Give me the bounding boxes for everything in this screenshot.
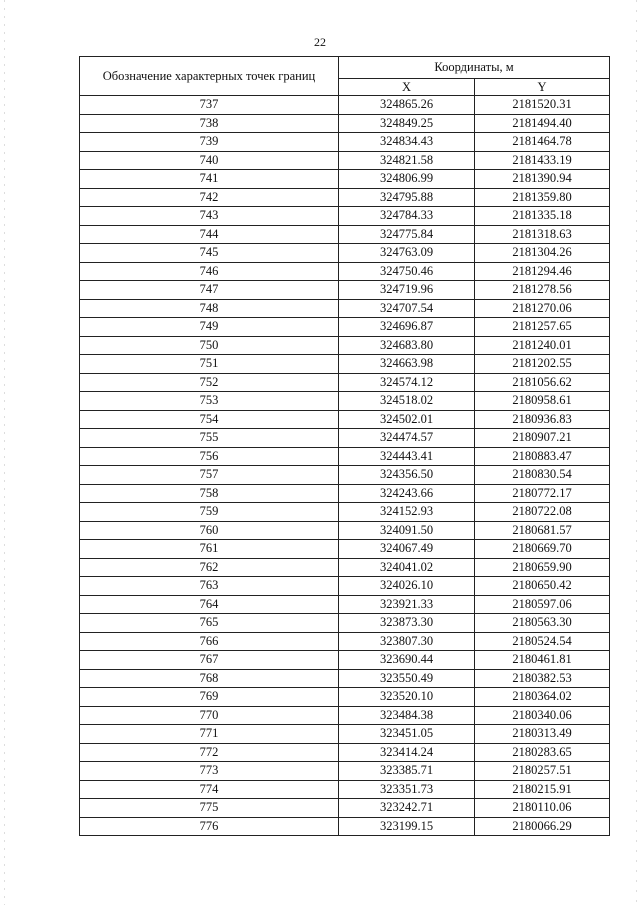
point-cell: 752 [80,373,339,392]
x-coordinate-cell: 323242.71 [339,799,475,818]
point-cell: 746 [80,262,339,281]
point-cell: 776 [80,817,339,836]
x-coordinate-cell: 324663.98 [339,355,475,374]
x-coordinate-cell: 324821.58 [339,151,475,170]
table-header [80,57,610,96]
x-coordinate-cell: 324243.66 [339,484,475,503]
x-coordinate-cell: 323520.10 [339,688,475,707]
table-row [80,373,610,392]
point-cell: 748 [80,299,339,318]
table-row [80,151,610,170]
y-coordinate-cell: 2180669.70 [475,540,610,559]
y-coordinate-cell: 2181270.06 [475,299,610,318]
y-coordinate-cell: 2180563.30 [475,614,610,633]
table-row [80,410,610,429]
x-coordinate-cell: 324041.02 [339,558,475,577]
table-row [80,817,610,836]
point-cell: 759 [80,503,339,522]
x-coordinate-cell: 324474.57 [339,429,475,448]
table-row [80,577,610,596]
table-row [80,466,610,485]
y-coordinate-cell: 2180907.21 [475,429,610,448]
x-coordinate-cell: 324806.99 [339,170,475,189]
table-row [80,447,610,466]
x-coordinate-cell: 324834.43 [339,133,475,152]
y-coordinate-cell: 2181390.94 [475,170,610,189]
y-coordinate-cell: 2180340.06 [475,706,610,725]
x-coordinate-cell: 323451.05 [339,725,475,744]
table-row [80,207,610,226]
point-cell: 761 [80,540,339,559]
x-coordinate-cell: 324775.84 [339,225,475,244]
table-row [80,133,610,152]
y-coordinate-cell: 2180722.08 [475,503,610,522]
x-coordinate-cell: 324865.26 [339,96,475,115]
table-row [80,318,610,337]
x-coordinate-cell: 323484.38 [339,706,475,725]
x-coordinate-cell: 323921.33 [339,595,475,614]
y-coordinate-cell: 2180659.90 [475,558,610,577]
table-row [80,706,610,725]
y-coordinate-cell: 2181202.55 [475,355,610,374]
table-row [80,540,610,559]
point-cell: 743 [80,207,339,226]
y-coordinate-cell: 2180936.83 [475,410,610,429]
table-row [80,299,610,318]
y-coordinate-cell: 2180883.47 [475,447,610,466]
point-cell: 769 [80,688,339,707]
x-coordinate-cell: 324784.33 [339,207,475,226]
y-coordinate-cell: 2180313.49 [475,725,610,744]
y-coordinate-cell: 2180524.54 [475,632,610,651]
y-coordinate-cell: 2181520.31 [475,96,610,115]
point-cell: 747 [80,281,339,300]
x-coordinate-cell: 323550.49 [339,669,475,688]
table-row [80,503,610,522]
x-coordinate-cell: 324696.87 [339,318,475,337]
y-coordinate-cell: 2181240.01 [475,336,610,355]
x-coordinate-cell: 323385.71 [339,762,475,781]
table-row [80,225,610,244]
x-column-header: X [339,79,475,96]
y-coordinate-cell: 2181464.78 [475,133,610,152]
x-coordinate-cell: 323873.30 [339,614,475,633]
table-row [80,188,610,207]
table-row [80,392,610,411]
x-coordinate-cell: 324067.49 [339,540,475,559]
y-coordinate-cell: 2180461.81 [475,651,610,670]
point-cell: 755 [80,429,339,448]
y-coordinate-cell: 2180257.51 [475,762,610,781]
coordinates-table [79,56,610,836]
x-coordinate-cell: 324091.50 [339,521,475,540]
point-cell: 762 [80,558,339,577]
y-coordinate-cell: 2180066.29 [475,817,610,836]
table-row [80,651,610,670]
point-cell: 770 [80,706,339,725]
table-row [80,114,610,133]
y-coordinate-cell: 2180958.61 [475,392,610,411]
point-cell: 757 [80,466,339,485]
y-coordinate-cell: 2181257.65 [475,318,610,337]
point-cell: 754 [80,410,339,429]
table-row [80,614,610,633]
x-coordinate-cell: 324795.88 [339,188,475,207]
table-row [80,725,610,744]
point-cell: 750 [80,336,339,355]
table-row [80,244,610,263]
point-cell: 771 [80,725,339,744]
point-cell: 760 [80,521,339,540]
y-coordinate-cell: 2181294.46 [475,262,610,281]
point-cell: 773 [80,762,339,781]
y-coordinate-cell: 2181494.40 [475,114,610,133]
point-cell: 742 [80,188,339,207]
x-coordinate-cell: 324152.93 [339,503,475,522]
table-row [80,595,610,614]
y-coordinate-cell: 2180830.54 [475,466,610,485]
y-coordinate-cell: 2181335.18 [475,207,610,226]
scan-right-edge [636,0,637,905]
table-row [80,743,610,762]
y-coordinate-cell: 2180597.06 [475,595,610,614]
point-cell: 738 [80,114,339,133]
x-coordinate-cell: 324518.02 [339,392,475,411]
y-coordinate-cell: 2180681.57 [475,521,610,540]
coordinates-header: Координаты, м [339,57,610,79]
x-coordinate-cell: 324026.10 [339,577,475,596]
table-row [80,799,610,818]
x-coordinate-cell: 324574.12 [339,373,475,392]
point-cell: 739 [80,133,339,152]
point-cell: 764 [80,595,339,614]
point-cell: 741 [80,170,339,189]
point-cell: 775 [80,799,339,818]
point-cell: 745 [80,244,339,263]
point-cell: 765 [80,614,339,633]
table-row [80,262,610,281]
table-row [80,355,610,374]
point-cell: 758 [80,484,339,503]
x-coordinate-cell: 324849.25 [339,114,475,133]
table-body [80,96,610,836]
x-coordinate-cell: 324719.96 [339,281,475,300]
point-cell: 767 [80,651,339,670]
point-cell: 737 [80,96,339,115]
point-cell: 772 [80,743,339,762]
x-coordinate-cell: 324763.09 [339,244,475,263]
x-coordinate-cell: 324750.46 [339,262,475,281]
y-coordinate-cell: 2180382.53 [475,669,610,688]
x-coordinate-cell: 323351.73 [339,780,475,799]
table-row [80,170,610,189]
x-coordinate-cell: 323199.15 [339,817,475,836]
point-cell: 756 [80,447,339,466]
table-row [80,429,610,448]
x-coordinate-cell: 324443.41 [339,447,475,466]
y-coordinate-cell: 2180650.42 [475,577,610,596]
y-column-header: Y [475,79,610,96]
point-cell: 744 [80,225,339,244]
x-coordinate-cell: 324502.01 [339,410,475,429]
table-row [80,688,610,707]
x-coordinate-cell: 323414.24 [339,743,475,762]
point-cell: 740 [80,151,339,170]
y-coordinate-cell: 2181056.62 [475,373,610,392]
page-number: 22 [314,35,326,49]
table-row [80,281,610,300]
point-cell: 766 [80,632,339,651]
y-coordinate-cell: 2181318.63 [475,225,610,244]
y-coordinate-cell: 2181278.56 [475,281,610,300]
point-cell: 753 [80,392,339,411]
point-cell: 768 [80,669,339,688]
table-row [80,780,610,799]
y-coordinate-cell: 2181359.80 [475,188,610,207]
designation-header: Обозначение характерных точек границ [80,57,339,96]
table-row [80,521,610,540]
table-row [80,96,610,115]
y-coordinate-cell: 2180283.65 [475,743,610,762]
point-cell: 774 [80,780,339,799]
x-coordinate-cell: 323690.44 [339,651,475,670]
point-cell: 751 [80,355,339,374]
x-coordinate-cell: 323807.30 [339,632,475,651]
table-row [80,484,610,503]
y-coordinate-cell: 2181304.26 [475,244,610,263]
y-coordinate-cell: 2180215.91 [475,780,610,799]
header-row-main [80,57,610,79]
y-coordinate-cell: 2180364.02 [475,688,610,707]
table-row [80,336,610,355]
x-coordinate-cell: 324707.54 [339,299,475,318]
table-row [80,558,610,577]
table-row [80,632,610,651]
x-coordinate-cell: 324356.50 [339,466,475,485]
y-coordinate-cell: 2181433.19 [475,151,610,170]
y-coordinate-cell: 2180772.17 [475,484,610,503]
y-coordinate-cell: 2180110.06 [475,799,610,818]
point-cell: 749 [80,318,339,337]
table-row [80,762,610,781]
table-row [80,669,610,688]
x-coordinate-cell: 324683.80 [339,336,475,355]
scan-left-edge [4,0,5,905]
point-cell: 763 [80,577,339,596]
